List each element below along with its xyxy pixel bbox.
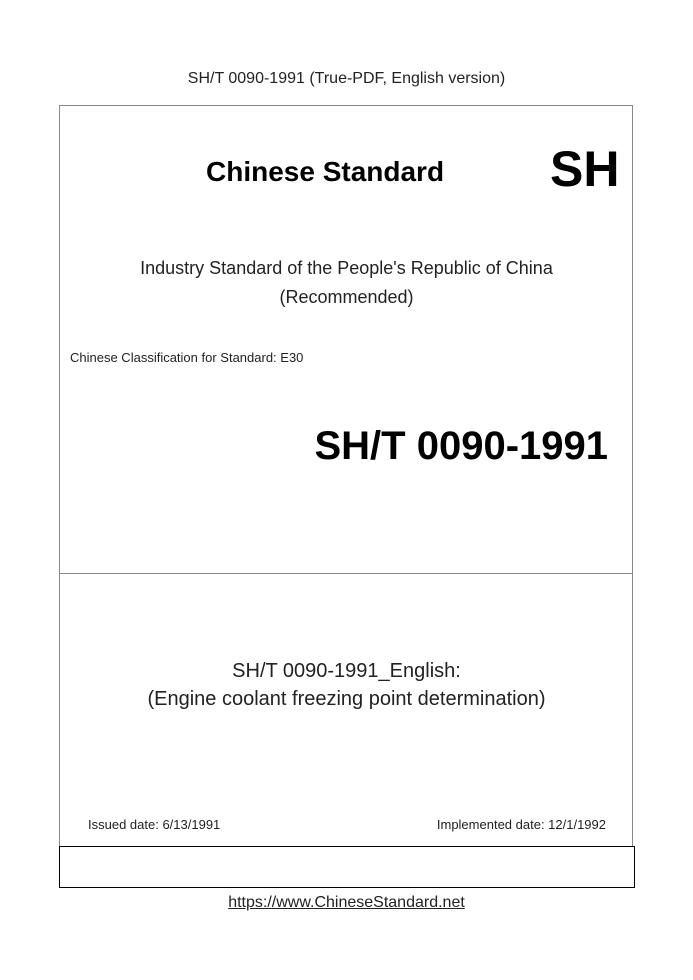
english-subtitle: (Engine coolant freezing point determination)	[147, 688, 546, 710]
footer	[0, 894, 693, 912]
standard-number: SH/T 0090-1991	[314, 424, 608, 468]
cover-heading: Chinese Standard	[206, 156, 445, 187]
classification-line: Chinese Classification for Standard: E30	[70, 350, 304, 365]
recommended-line: (Recommended)	[279, 287, 414, 307]
website-link[interactable]: https://www.ChineseStandard.net	[228, 894, 465, 911]
implemented-date: Implemented date: 12/1/1992	[436, 817, 606, 832]
document-header-title: SH/T 0090-1991 (True-PDF, English version)	[187, 70, 506, 87]
cover-footer-box	[59, 846, 635, 888]
issued-date: Issued date: 6/13/1991	[88, 817, 221, 832]
industry-standard-line: Industry Standard of the People's Republic of China	[140, 258, 553, 278]
english-title: SH/T 0090-1991_English:	[232, 660, 461, 682]
standard-mark: SH	[550, 141, 620, 197]
